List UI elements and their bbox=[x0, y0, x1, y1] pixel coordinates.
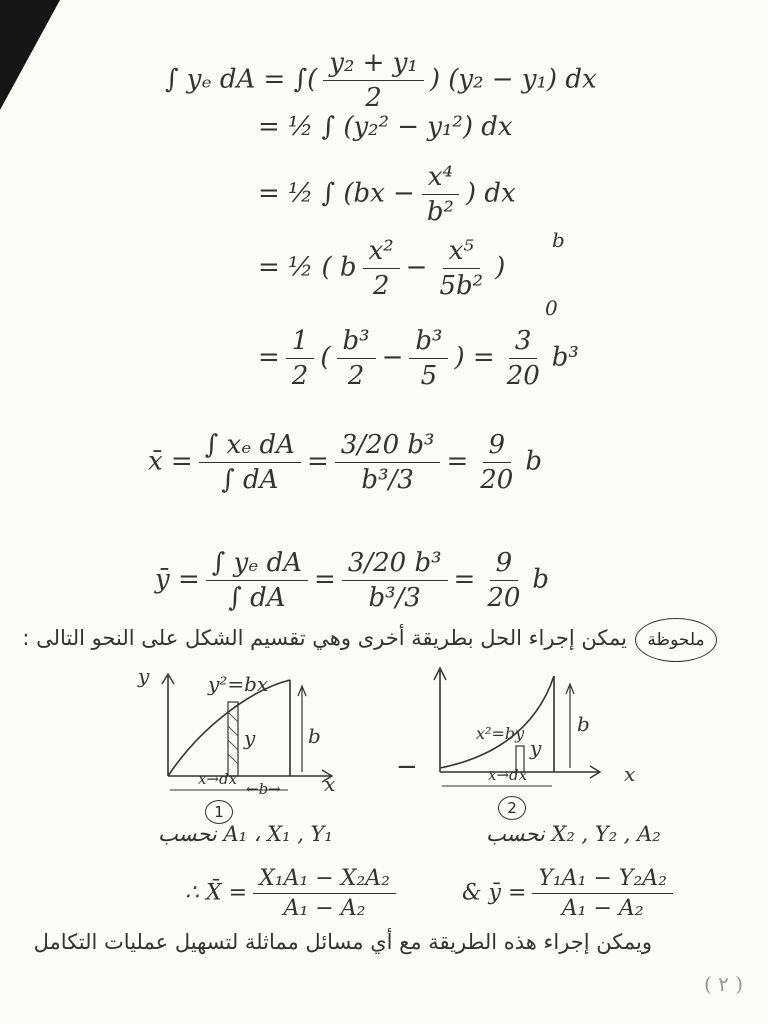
fig2-strip-label: y bbox=[530, 736, 542, 760]
fraction bbox=[342, 548, 448, 613]
fig2-dx-label: x→dx bbox=[488, 766, 528, 784]
fraction-denominator: 2 bbox=[365, 83, 382, 113]
and-sign: & bbox=[462, 880, 482, 906]
result-xbar-lhs: X̄ = bbox=[206, 880, 248, 906]
b-cubed: b³ bbox=[551, 342, 579, 373]
fraction-denominator: A₁ − A₂ bbox=[283, 896, 366, 921]
fig1-height-label: b bbox=[308, 724, 321, 748]
fig1-width-label: ←b→ bbox=[246, 780, 281, 798]
fig2-number: 2 bbox=[498, 796, 526, 820]
fraction-denominator: b² bbox=[426, 197, 454, 227]
fig1-caption: نحسب A₁ ، X₁ , Y₁ bbox=[158, 822, 333, 846]
result-xbar bbox=[185, 866, 402, 921]
fraction-numerator: ∫ xₑ dA bbox=[199, 430, 301, 463]
fig1-strip-hatch bbox=[228, 712, 238, 764]
equals-sign: = bbox=[453, 564, 476, 595]
fraction bbox=[363, 236, 400, 301]
equation-1: ∫ yₑ dA = ∫( $\frac{\text{y₂ + y₁}}{2}$ ) (y₂ − y₁) dx bbox=[165, 48, 597, 113]
result-ybar-lhs: ȳ = bbox=[488, 880, 527, 906]
ybar-lhs: ȳ = bbox=[155, 564, 200, 595]
fraction-numerator: b³ bbox=[409, 326, 448, 359]
fig1-strip-label: y bbox=[244, 726, 256, 750]
fraction-numerator: X₁A₁ − X₂A₂ bbox=[253, 866, 396, 894]
equals-sign: = bbox=[258, 342, 280, 373]
xbar-lhs: x̄ = bbox=[148, 446, 193, 477]
footer-note: ويمكن إجراء هذه الطريقة مع أي مسائل مماثلة لتسهيل عمليات التكامل bbox=[33, 930, 652, 954]
fraction bbox=[206, 548, 308, 613]
fraction-numerator: x² bbox=[363, 236, 400, 269]
ybar-equation bbox=[155, 548, 549, 613]
fraction-denominator: ∫ dA bbox=[228, 583, 286, 613]
fig1-y-label: y bbox=[138, 664, 150, 688]
b-variable: b bbox=[532, 564, 550, 595]
fraction-numerator: 1 bbox=[286, 326, 315, 359]
note-text: يمكن إجراء الحل بطريقة أخرى وهي تقسيم الشكل على النحو التالى : bbox=[22, 626, 627, 650]
fig1-curve-label: y²=bx bbox=[208, 672, 269, 696]
equation-2: = ½ ∫ (y₂² − y₁²) dx bbox=[258, 112, 513, 142]
note-badge: ملحوظة bbox=[635, 618, 717, 662]
fraction-numerator: b³ bbox=[337, 326, 376, 359]
fig1-number: 1 bbox=[205, 800, 233, 824]
fraction-denominator: A₁ − A₂ bbox=[561, 896, 644, 921]
fig2-curve-label: x²=by bbox=[476, 724, 525, 743]
fraction bbox=[199, 430, 301, 495]
integral-sign: ∫ bbox=[293, 64, 308, 95]
fraction-denominator: 2 bbox=[347, 361, 365, 391]
fraction-numerator: ∫ yₑ dA bbox=[206, 548, 308, 581]
fraction-numerator: 3/20 b³ bbox=[335, 430, 441, 463]
equation-4 bbox=[258, 236, 505, 301]
equals-sign: = bbox=[446, 446, 469, 477]
fig1-dx-label: x→dx bbox=[198, 770, 238, 788]
therefore-sign: ∴ bbox=[185, 880, 199, 906]
limit-lower: 0 bbox=[545, 296, 558, 320]
b-variable: b bbox=[525, 446, 543, 477]
minus-sign: − bbox=[405, 252, 428, 283]
fraction-denominator: b³/3 bbox=[361, 465, 414, 495]
equals-sign: = bbox=[306, 446, 329, 477]
fig2-height-label: b bbox=[577, 712, 590, 736]
fig2-caption: نحسب X₂ , Y₂ , A₂ bbox=[486, 822, 661, 846]
figures-minus-sign: − bbox=[396, 752, 418, 782]
fraction bbox=[532, 866, 673, 921]
fraction bbox=[253, 866, 396, 921]
fraction bbox=[409, 326, 448, 391]
fig2-x-label: x bbox=[624, 762, 636, 786]
fraction bbox=[421, 162, 460, 227]
fraction bbox=[323, 48, 424, 113]
fraction-numerator: 3/20 b³ bbox=[342, 548, 448, 581]
close-paren-equals: ) = bbox=[454, 342, 495, 373]
result-ybar bbox=[462, 866, 679, 921]
fraction bbox=[474, 430, 519, 495]
page-number: ( ٢ ) bbox=[704, 972, 744, 996]
close-paren: ) bbox=[495, 252, 506, 283]
open-paren: ( bbox=[320, 342, 331, 373]
fraction-denominator: 20 bbox=[487, 583, 521, 613]
limit-upper: b bbox=[552, 228, 565, 252]
fraction-denominator: 5b² bbox=[439, 271, 484, 301]
equation-3 bbox=[258, 162, 516, 227]
fraction-numerator: y₂ + y₁ bbox=[323, 48, 424, 81]
fraction-denominator: 5 bbox=[420, 361, 438, 391]
equation-5 bbox=[258, 326, 579, 391]
fraction bbox=[433, 236, 489, 301]
equation-3-part-b: ) dx bbox=[465, 178, 516, 209]
fraction-numerator: x⁵ bbox=[443, 236, 480, 269]
fraction-denominator: 20 bbox=[506, 361, 540, 391]
equation-1-rest: (y₂ − y₁) dx bbox=[448, 64, 597, 95]
fraction-denominator: 2 bbox=[372, 271, 390, 301]
fig1-x-label: x bbox=[324, 772, 336, 796]
fraction bbox=[337, 326, 376, 391]
fraction-numerator: x⁴ bbox=[422, 162, 459, 195]
fraction-numerator: 3 bbox=[509, 326, 538, 359]
fraction bbox=[481, 548, 526, 613]
fraction-numerator: Y₁A₁ − Y₂A₂ bbox=[532, 866, 673, 894]
fraction-denominator: 20 bbox=[480, 465, 514, 495]
fraction-denominator: b³/3 bbox=[368, 583, 421, 613]
equation-3-part-a: = ½ ∫ (bx − bbox=[258, 178, 415, 209]
fraction-denominator: ∫ dA bbox=[221, 465, 279, 495]
minus-sign: − bbox=[381, 342, 404, 373]
equals-sign: = bbox=[314, 564, 336, 595]
fraction-numerator: 9 bbox=[483, 430, 512, 463]
fraction bbox=[286, 326, 315, 391]
equation-4-part-a: = ½ ( b bbox=[258, 252, 357, 283]
fraction-denominator: 2 bbox=[291, 361, 309, 391]
page-corner-shadow bbox=[0, 0, 60, 110]
fraction bbox=[501, 326, 546, 391]
fraction-numerator: 9 bbox=[490, 548, 519, 581]
xbar-equation bbox=[148, 430, 542, 495]
equation-1-lhs: ∫ yₑ dA = bbox=[165, 64, 286, 95]
fraction bbox=[335, 430, 441, 495]
